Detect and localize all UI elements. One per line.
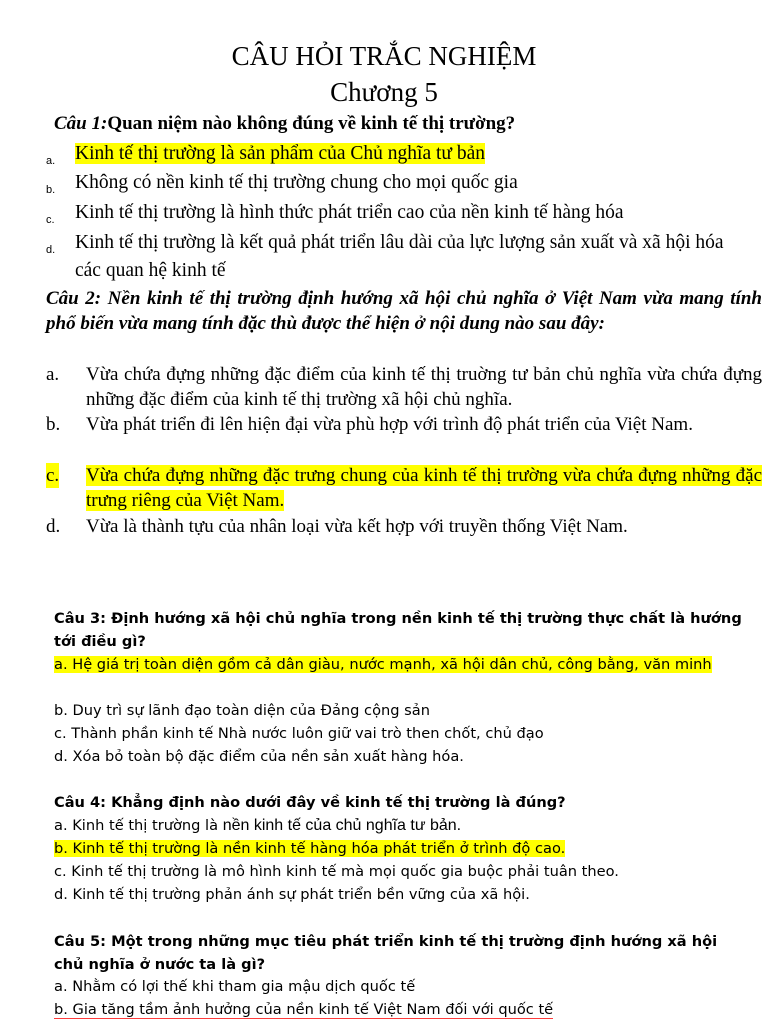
option-letter: b. xyxy=(46,414,61,435)
option-text: Kinh tế thị trường là hình thức phát triển cao của nền kinh tế hàng hóa xyxy=(75,202,624,223)
option-text: Không có nền kinh tế thị trường chung cho mọi quốc gia xyxy=(75,172,518,193)
question-5-option-a[interactable]: a. Nhằm có lợi thế khi tham gia mậu dịch quốc tế xyxy=(54,978,416,995)
question-4: Câu 4: Khẳng định nào dưới đây về kinh tế thị trường là đúng? xyxy=(54,794,566,811)
question-4-option-a[interactable] xyxy=(54,815,744,838)
option-letter: d. xyxy=(46,244,56,256)
option-letter: c. xyxy=(46,214,55,226)
option-text: Vừa phát triển đi lên hiện đại vừa phù hợp với trình độ phát triển của Việt Nam. xyxy=(86,414,693,435)
option-text: a. Hệ giá trị toàn diện gồm cả dân giàu, nước mạnh, xã hội dân chủ, công bằng, văn minh xyxy=(54,656,712,673)
option-letter: d. xyxy=(46,516,61,537)
question-4-option-b[interactable] xyxy=(54,838,744,861)
option-letter: a. xyxy=(46,155,56,167)
question-1-label: Câu 1: xyxy=(54,113,108,134)
option-text: b. Gia tăng tầm ảnh hưởng của nền kinh tế Việt Nam đối với quốc tế xyxy=(54,1001,554,1018)
question-1-text: Quan niệm nào không đúng về kinh tế thị trường? xyxy=(107,113,516,134)
option-text-suffix: nền kinh tế của chủ nghĩa tư bản. xyxy=(222,817,462,834)
question-3-option-c[interactable]: c. Thành phần kinh tế Nhà nước luôn giữ vai trò then chốt, chủ đạo xyxy=(54,725,544,742)
question-2: Câu 2: Nền kinh tế thị trường định hướng xã hội chủ nghĩa ở Việt Nam vừa mang tính phổ biến vừa mang tính đặc thù được thể hiện ở nội dung nào sau đây: xyxy=(46,288,762,334)
option-letter: b. xyxy=(46,184,56,196)
question-5: Câu 5: Một trong những mục tiêu phát triển kinh tế thị trường định hướng xã hội chủ nghĩa ở nước ta là gì? xyxy=(54,933,718,973)
question-3-option-d[interactable]: d. Xóa bỏ toàn bộ đặc điểm của nền sản xuất hàng hóa. xyxy=(54,748,464,765)
question-1 xyxy=(54,111,754,137)
page-title: CÂU HỎI TRẮC NGHIỆM xyxy=(231,41,537,71)
option-text: Vừa chứa đựng những đặc điểm của kinh tế thị truờng tư bản chủ nghĩa vừa chứa đựng những đặc điểm của kinh tế thị trường xã hội chủ nghĩa. xyxy=(86,364,762,410)
option-text: Kinh tế thị trường là sản phẩm của Chủ nghĩa tư bản xyxy=(75,143,485,164)
chapter-subtitle: Chương 5 xyxy=(330,77,438,107)
question-3: Câu 3: Định hướng xã hội chủ nghĩa trong nền kinh tế thị trường thực chất là hướng tới điều gì? xyxy=(54,610,742,650)
option-letter: a. xyxy=(46,364,60,385)
question-4-option-c[interactable]: c. Kinh tế thị trường là mô hình kinh tế mà mọi quốc gia buộc phải tuân theo. xyxy=(54,863,619,880)
question-3-option-b[interactable]: b. Duy trì sự lãnh đạo toàn diện của Đảng cộng sản xyxy=(54,702,430,719)
question-3-option-a[interactable] xyxy=(54,654,744,677)
option-text: b. Kinh tế thị trường là nền kinh tế hàng hóa phát triển ở trình độ cao. xyxy=(54,840,566,857)
option-text: Kinh tế thị trường là kết quả phát triển lâu dài của lực lượng sản xuất và xã hội hóa các quan hệ kinh tế xyxy=(75,232,724,281)
option-text: Vừa là thành tựu của nhân loại vừa kết hợp với truyền thống Việt Nam. xyxy=(86,516,628,537)
question-5-option-b[interactable] xyxy=(54,999,744,1022)
option-letter: c. xyxy=(46,465,60,486)
option-text: Vừa chứa đựng những đặc trưng chung của kinh tế thị trường vừa chứa đựng những đặc trưng riêng của Việt Nam. xyxy=(86,465,762,511)
question-4-option-d[interactable]: d. Kinh tế thị trường phản ánh sự phát triển bền vững của xã hội. xyxy=(54,886,530,903)
option-text-prefix: a. Kinh tế thị trường là xyxy=(54,817,223,834)
